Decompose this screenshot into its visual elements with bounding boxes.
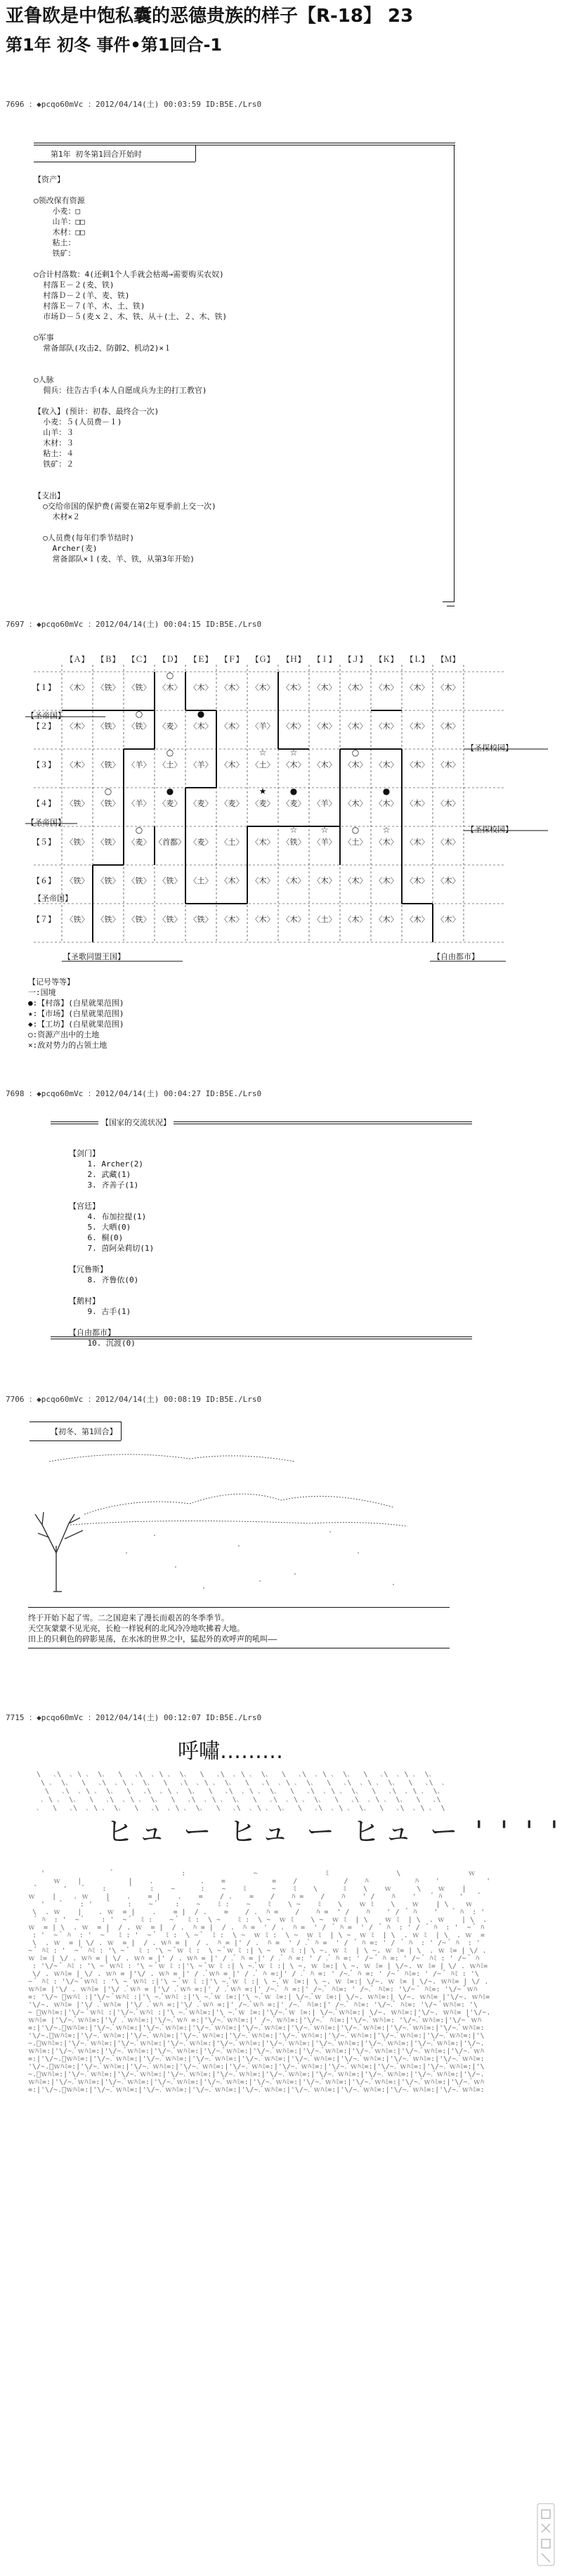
status-line: 村落Ｄ－２(羊、麦、铁) bbox=[34, 291, 130, 300]
map-tile: 〈木〉 bbox=[282, 722, 306, 731]
region-label: 【圣帝国】 bbox=[27, 711, 65, 720]
map-tile: 〈土〉 bbox=[344, 838, 367, 847]
map-tile: 〈木〉 bbox=[436, 799, 460, 808]
caption-line: 终于开始下起了雪。二之国迎来了漫长而艰苦的冬季季节。 bbox=[28, 1613, 229, 1622]
map-column-header: 【Ｈ】 bbox=[282, 655, 306, 664]
status-line: 铁矿：２ bbox=[34, 460, 74, 469]
map-tile: 〈麦〉 bbox=[282, 799, 306, 808]
map-tile: 〈土〉 bbox=[251, 760, 275, 769]
map-marker: ● bbox=[197, 709, 205, 719]
status-line: ○人员费(每年们季节结时) bbox=[34, 533, 135, 542]
landscape-ascii-art: ' ﾞ : ~ ﾐ \ ｗ ｗ | | . . = = / / ﾊ ﾊ ' ' ﾞ ' ﾞ : ﾞ : ~ : ~ ﾐ ~ ﾐ \ ﾐ \ ｗ \ ｗ | ｗ | . ｗ | . = | . = / . = / ﾊ = / ﾊ ' / ﾊ ' ﾞ ﾊ ' ﾞ ' ﾞ : ' ﾞ : ~ ﾞ : ~ ﾐ : ~ ﾐ \ ~ ﾐ \ ｗ ﾐ \ ｗ | \ ｗ \ . ｗ | . ｗ = | . = | / . = / . ﾊ = / ﾊ = ' / ﾊ ' / ﾞ ﾊ ' ﾞ ﾊ : ' ﾞ ﾊ : ' ~ ﾞ : ' ~ ﾞ ﾐ : ~ ﾞ ﾐ : \ ~ ﾐ : \ ~ ｗ ﾐ \ ~ ｗ ﾐ | \ ｗ ﾐ | \ . ｗ | \ . ｗ = | \ . ｗ = | / . ｗ = | / . ﾊ = | / . ﾊ = ' / . ﾊ = ' / ﾞ ﾊ = ' / ﾞ ﾊ : ' / ﾞ ﾊ : ' ~ ﾞ ﾊ : ' ~ ﾞ ﾊ : ' ~ ﾞ ﾐ : ' ~ ﾞ ﾐ : \ ~ ﾞ ﾐ : \ ~ ｗ ﾐ : \ ~ ｗ ﾐ | \ ~ ｗ ﾐ | \ . ｗ ﾐ | \ . ｗ = \ . ｗ = | \/ . ｗ = | / . ｗﾊ = | / . ﾊ = |' / . ﾊ = ' / .ﾞ ﾊ = ' / ﾞ ﾊ =: ' / ﾞ ﾊ : ' /~ ﾞ ﾊ : ' ~ ﾞ ﾊﾐ : ' ~ ﾞ ﾊﾐ : '\ ~ ﾞ ﾐ : '\ ~ ﾞｗ ﾐ : \ ~ ﾞｗ ﾐ :| \ ~ ｗ ﾐ :| \ ~. ｗ ﾐ | \ ~. ｗ ﾐ= | \ . ｗ ﾐ= | \/ . ｗ ﾐ= | \/ . ｗﾊ = | \/ . ｗﾊ = |' / . ｗﾊ = |' / .ﾞ ﾊ = |' / .ﾞ ﾊ =: ' / .ﾞ ﾊ =: ' /~ ﾞ ﾊ =: ' /~ ﾞ ﾊﾐ : ' /~ ﾞ ﾊ : '\/~ ﾞ ﾊﾐ : '\ ~ ﾞｗﾊﾐ : '\ ~ ﾞｗ ﾐ :|'\ ~ ﾞｗ ﾐ :| \ ~.ﾞｗ ﾐ :| \ ~. ｗ ﾐ=:| \ ~. ｗ ﾐ= | \/~. ｗ ﾐ= | \/ . ｗﾊﾐ= \/ . ｗﾊﾐ= | \/ . ｗﾊ = |'\/ . ｗﾊ = |' / .ﾞｗﾊ = |' / .ﾞ ﾊ =:|' / .ﾞ ﾊ =: ' /~.ﾞ ﾊ =: ' /~ ﾞ ﾊﾐ=: ' /~ ﾞ ﾊﾐ : '\ ~ ﾞ ﾊﾐ : '\/~ ﾞｗﾊﾐ : '\ ~ ﾞｗﾊﾐ :|'\ ~ ﾞｗ ﾐ :|'\ ~.ﾞｗ ﾐ :| \ ~.ﾞｗ ﾐ=:| \ ~. ｗ ﾐ=:| \/~. ｗ ﾐ= | \/~. ｗﾊﾐ= | \/ . ｗﾊﾐ= |'\/ . ｗﾊﾐ= |'\/ .ﾞｗﾊ = |'\/ .ﾞｗﾊ =:|' / .ﾞｗﾊ =:|' /~.ﾞ ﾊ =:|' /~.ﾞ ﾊﾐ=: ' /~.ﾞ ﾊﾐ=: '\/~ ﾞ ﾊﾐ=: '\/~ ﾞｗﾊ =: '\/~ ﾞｗﾊﾐ :|'\/~ ﾞｗﾊﾐ :|'\ ~.ﾞｗﾊﾐ :|'\ ~.ﾞｗ ﾐ=:|'\ ~.ﾞｗ ﾐ=:| \/~.ﾞｗ ﾐ=:| \/~. ｗﾊﾐ=:| \/~. ｗﾊﾐ= |'\/~. ｗﾊﾐ= '\/~. ｗﾊﾐ= |'\/ .ﾞｗﾊﾐ= |'\/ .ﾞｗﾊ =:|'\/ .ﾞｗﾊ =:|' /~.ﾞｗﾊ =:|' /~.ﾞ ﾊﾐ=:|' /~.ﾞ ﾊﾐ=: '\/~.ﾞ ﾊﾐ=: '\/~ ﾞｗﾊﾐ=: '\ ~ ﾞｗﾊﾐ=:|'\/~ ﾞｗﾊﾐ :|'\/~.ﾞｗﾊﾐ :|'\ ~.ﾞｗﾊﾐ=:|'\ ~.ﾞｗ ﾐ=:|'\/~.ﾞｗ ﾐ=:| \/~.ﾞｗﾊﾐ=:| \/~. ｗﾊﾐ=:|'\/~. ｗﾊﾐ= |'\/~. ｗﾊﾐ= |'\/~.ﾞｗﾊﾐ=:|'\/ .ﾞｗﾊﾐ=:|'\/~.ﾞｗﾊ =:|'\/~.ﾞｗﾊﾐ=:|' /~.ﾞｗﾊﾐ=:|'\/~.ﾞ ﾊﾐ=:|'\/~.ﾞｗﾊﾐ=: '\/~.ﾞｗﾊﾐ=:|'\/~ ﾞｗﾊ =:|'\/~.ﾞｗﾊﾐ=:|'\/~.ﾞｗﾊﾐ=:|'\/~.ﾞｗﾊﾐ=:|'\/~.ﾞｗﾊﾐ=:|'\/~.ﾞｗﾊﾐ=:|'\/~.ﾞｗﾊﾐ=:|'\/~.ﾞｗﾊﾐ=:|'\/~.ﾞｗﾊﾐ=:|'\/~.ﾞｗﾊﾐ=: '\/~.ﾞｗﾊﾐ=:|'\/~.ﾞｗﾊﾐ=:|'\/~.ﾞｗﾊﾐ=:|'\/~.ﾞｗﾊﾐ=:|'\/~.ﾞｗﾊﾐ=:|'\/~.ﾞｗﾊﾐ=:|'\/~.ﾞｗﾊﾐ=:|'\/~.ﾞｗﾊﾐ=:|'\/~.ﾞｗﾊﾐ=:|'\ ~.ﾞｗﾊﾐ=:|'\/~.ﾞｗﾊﾐ=:|'\/~.ﾞｗﾊﾐ=:|'\/~.ﾞｗﾊﾐ=:|'\/~.ﾞｗﾊﾐ=:|'\/~.ﾞｗﾊﾐ=:|'\/~.ﾞｗﾊﾐ=:|'\/~.ﾞｗﾊﾐ=:|'\/~.ﾞｗﾊﾐ=:|'\/~. ｗﾊﾐ=:|'\/~.ﾞｗﾊﾐ=:|'\/~.ﾞｗﾊﾐ=:|'\/~.ﾞｗﾊﾐ=:|'\/~.ﾞｗﾊﾐ=:|'\/~.ﾞｗﾊﾐ=:|'\/~.ﾞｗﾊﾐ=:|'\/~.ﾞｗﾊﾐ=:|'\/~.ﾞｗﾊﾐ=:|'\/~.ﾞｗﾊ =:|'\/~.ﾞｗﾊﾐ=:|'\/~.ﾞｗﾊﾐ=:|'\/~.ﾞｗﾊﾐ=:|'\/~.ﾞｗﾊﾐ=:|'\/~.ﾞｗﾊﾐ=:|'\/~.ﾞｗﾊﾐ=:|'\/~.ﾞｗﾊﾐ=:|'\/~.ﾞｗﾊﾐ=:|'\/~.ﾞｗﾊﾐ=: '\/~.ﾞｗﾊﾐ=:|'\/~.ﾞｗﾊﾐ=:|'\/~.ﾞｗﾊﾐ=:|'\/~.ﾞｗﾊﾐ=:|'\/~.ﾞｗﾊﾐ=:|'\/~.ﾞｗﾊﾐ=:|'\/~.ﾞｗﾊﾐ=:|'\/~.ﾞｗﾊﾐ=:|'\/~.ﾞｗﾊﾐ=:|'\ ~.ﾞｗﾊﾐ=:|'\/~.ﾞｗﾊﾐ=:|'\/~.ﾞｗﾊﾐ=:|'\/~.ﾞｗﾊﾐ=:|'\/~.ﾞｗﾊﾐ=:|'\/~.ﾞｗﾊﾐ=:|'\/~.ﾞｗﾊﾐ=:|'\/~.ﾞｗﾊﾐ=:|'\/~.ﾞｗﾊﾐ=:|'\/~. ｗﾊﾐ=:|'\/~.ﾞｗﾊﾐ=:|'\/~.ﾞｗﾊﾐ=:|'\/~.ﾞｗﾊﾐ=:|'\/~.ﾞｗﾊﾐ=:|'\/~.ﾞｗﾊﾐ=:|'\/~.ﾞｗﾊﾐ=:|'\/~.ﾞｗﾊﾐ=:|'\/~.ﾞｗﾊﾐ=:|'\/~.ﾞｗﾊ =:|'\/~.ﾞｗﾊﾐ=:|'\/~.ﾞｗﾊﾐ=:|'\/~.ﾞｗﾊﾐ=:|'\/~.ﾞｗﾊﾐ=:|'\/~.ﾞｗﾊﾐ=:|'\/~.ﾞｗﾊﾐ=:|'\/~.ﾞｗﾊﾐ=:|'\/~.ﾞｗﾊﾐ=:|'\/~.ﾞｗﾊﾐ=: bbox=[28, 1870, 491, 2094]
map-tile: 〈木〉 bbox=[405, 683, 429, 692]
map-tile: 〈铁〉 bbox=[65, 799, 89, 808]
map-column-header: 【Ｍ】 bbox=[436, 655, 460, 664]
relations-line: 1. Archer(2) bbox=[69, 1159, 143, 1169]
map-marker: ○ bbox=[135, 825, 143, 835]
map-tile: 〈铁〉 bbox=[158, 915, 182, 924]
map-column-header: 【Ｊ】 bbox=[344, 655, 367, 664]
relations-line: 【宫廷】 bbox=[69, 1202, 100, 1211]
map-tile: 〈羊〉 bbox=[189, 760, 213, 769]
map-tile: 〈首都〉 bbox=[155, 838, 185, 847]
map-tile: 〈木〉 bbox=[344, 722, 367, 731]
map-tile: 〈木〉 bbox=[313, 876, 336, 885]
map-tile: 〈羊〉 bbox=[127, 760, 151, 769]
relations-line: 10. 沉渡(0) bbox=[69, 1339, 136, 1348]
map-column-header: 【Ｆ】 bbox=[220, 655, 244, 664]
map-tile: 〈羊〉 bbox=[313, 838, 336, 847]
map-tile: 〈铁〉 bbox=[96, 683, 120, 692]
map-tile: 〈木〉 bbox=[374, 799, 398, 808]
status-line: ○军事 bbox=[34, 333, 54, 342]
status-line: ○人脉 bbox=[34, 375, 54, 384]
map-tile: 〈木〉 bbox=[344, 799, 367, 808]
map-tile: 〈木〉 bbox=[405, 876, 429, 885]
status-line: 村落Ｅ－２(麦、铁) bbox=[34, 280, 115, 290]
map-tile: 〈木〉 bbox=[436, 876, 460, 885]
map-tile: 〈木〉 bbox=[65, 760, 89, 769]
map-row-header: 【６】 bbox=[32, 876, 55, 885]
map-marker: ☆ bbox=[289, 748, 298, 757]
page-subtitle: 第1年 初冬 事件•第1回合-1 bbox=[6, 35, 223, 55]
map-tile: 〈木〉 bbox=[374, 915, 398, 924]
relations-line: 【冗鲁斯】 bbox=[69, 1265, 107, 1274]
map-column-header: 【Ａ】 bbox=[65, 655, 89, 664]
map-tile: 〈麦〉 bbox=[220, 799, 244, 808]
map-tile: 〈木〉 bbox=[65, 683, 89, 692]
map-column-header: 【Ｌ】 bbox=[405, 655, 429, 664]
map-marker: ☆ bbox=[320, 825, 329, 835]
map-tile: 〈土〉 bbox=[158, 760, 182, 769]
map-tile: 〈木〉 bbox=[282, 876, 306, 885]
map-legend bbox=[28, 977, 124, 1050]
map-tile: 〈木〉 bbox=[282, 683, 306, 692]
status-line: 【支出】 bbox=[34, 491, 65, 500]
relations-heading: 【国家的交流状况】 bbox=[98, 1117, 174, 1128]
status-line: 粘土：４ bbox=[34, 449, 74, 458]
relations-line bbox=[69, 1254, 154, 1264]
post-header: 7698 ：◆pcqo60mVc ：2012/04/14(土) 00:04:27 ID:B5E./Lrs0 bbox=[6, 1089, 262, 1098]
map-marker: ○ bbox=[135, 709, 143, 719]
status-line: 铁矿： bbox=[34, 249, 76, 258]
status-line: ○合计村落数：4(还剩1个人手就会枯竭→需要购买农奴) bbox=[34, 270, 224, 279]
map-tile: 〈铁〉 bbox=[96, 799, 120, 808]
post-header: 7715 ：◆pcqo60mVc ：2012/04/14(土) 00:12:07 ID:B5E./Lrs0 bbox=[6, 1713, 262, 1722]
map-tile: 〈木〉 bbox=[405, 915, 429, 924]
map-column-header: 【Ｉ】 bbox=[313, 655, 336, 664]
relations-line: 4. 布加拉提(1) bbox=[69, 1212, 147, 1221]
map-row-header: 【４】 bbox=[32, 799, 55, 808]
map-tile: 〈麦〉 bbox=[158, 799, 182, 808]
map-tile: 〈铁〉 bbox=[96, 838, 120, 847]
status-line: 村落Ｅ－７(羊、木、土、铁) bbox=[34, 301, 145, 311]
relations-line: 7. 茵阿朵莉切(1) bbox=[69, 1244, 155, 1253]
region-label: 【圣帝国】 bbox=[27, 818, 65, 827]
map-column-header: 【Ｂ】 bbox=[96, 655, 120, 664]
relations-lines bbox=[69, 1148, 154, 1348]
map-tile: 〈木〉 bbox=[405, 760, 429, 769]
map-tile: 〈木〉 bbox=[436, 760, 460, 769]
status-line: 【收入】(预计：初春、最终合一次) bbox=[34, 407, 159, 416]
relations-line bbox=[69, 1285, 154, 1296]
post-header: 7697 ：◆pcqo60mVc ：2012/04/14(土) 00:04:15 ID:B5E./Lrs0 bbox=[6, 620, 262, 629]
legend-line: ○:资源产出中的土地 bbox=[28, 1030, 100, 1039]
map-tile: 〈木〉 bbox=[158, 683, 182, 692]
map-tile: 〈木〉 bbox=[282, 915, 306, 924]
map-tile: 〈铁〉 bbox=[282, 838, 306, 847]
map-marker: ○ bbox=[351, 825, 360, 835]
map-tile: 〈铁〉 bbox=[96, 760, 120, 769]
map-row-header: 【７】 bbox=[32, 915, 55, 924]
region-label: 【圣探校园】 bbox=[466, 825, 513, 834]
legend-line: ×:敌对势力的占领土地 bbox=[28, 1041, 107, 1050]
relations-line: 5. 大晒(0) bbox=[69, 1223, 131, 1232]
caption-line: 田上的只剩色的碎影晃荡，在水冰的世界之中，猛起外的欢呼声的吼叫―― bbox=[28, 1634, 277, 1644]
map-marker: ○ bbox=[166, 748, 174, 757]
map-tile: 〈铁〉 bbox=[127, 915, 151, 924]
status-line: ○领改保有资源 bbox=[34, 196, 85, 205]
map-marker: ○ bbox=[351, 748, 360, 757]
map-column-header: 【Ｇ】 bbox=[251, 655, 275, 664]
status-line: 木材：□□ bbox=[34, 228, 85, 237]
map-tile: 〈土〉 bbox=[220, 838, 244, 847]
map-tile: 〈麦〉 bbox=[127, 838, 151, 847]
status-line: ○交给帝国的保护费(需要在第2年夏季前上交一次) bbox=[34, 502, 216, 511]
legend-line: 一:国境 bbox=[28, 988, 56, 997]
map-column-header: 【Ｅ】 bbox=[189, 655, 213, 664]
relations-line: 2. 武藏(1) bbox=[69, 1170, 131, 1179]
status-line: 木材×２ bbox=[34, 512, 81, 521]
relations-line: 【剑门】 bbox=[69, 1149, 100, 1158]
map-tile: 〈铁〉 bbox=[189, 915, 213, 924]
map-tile: 〈木〉 bbox=[251, 876, 275, 885]
status-line: 常备部队×１(麦、羊、铁，从第3年开始) bbox=[34, 554, 195, 564]
status-line: 小麦：５(人员费－１) bbox=[34, 417, 122, 427]
map-marker: ● bbox=[166, 786, 174, 796]
map-column-header: 【Ｋ】 bbox=[374, 655, 398, 664]
map-tile: 〈木〉 bbox=[313, 760, 336, 769]
relations-line: 9. 古手(1) bbox=[69, 1307, 131, 1316]
site-watermark-logo bbox=[537, 2503, 555, 2566]
map-row-header: 【１】 bbox=[32, 683, 55, 692]
map-tile: 〈麦〉 bbox=[158, 722, 182, 731]
map-column-header: 【Ｄ】 bbox=[158, 655, 182, 664]
legend-line: ◆:【工坊】(白星就果范围) bbox=[28, 1020, 124, 1029]
map-tile: 〈铁〉 bbox=[96, 722, 120, 731]
map-tile: 〈木〉 bbox=[344, 876, 367, 885]
map-tile: 〈木〉 bbox=[313, 722, 336, 731]
map-tile: 〈木〉 bbox=[344, 683, 367, 692]
map-row-header: 【２】 bbox=[32, 722, 55, 731]
map-tile: 〈木〉 bbox=[405, 838, 429, 847]
map-tile: 〈羊〉 bbox=[251, 722, 275, 731]
map-tile: 〈铁〉 bbox=[96, 915, 120, 924]
map-tile: 〈木〉 bbox=[251, 683, 275, 692]
map-marker: ☆ bbox=[259, 748, 267, 757]
map-tile: 〈木〉 bbox=[251, 838, 275, 847]
map-tile: 〈木〉 bbox=[220, 683, 244, 692]
post-header: 7696 ：◆pcqo60mVc ：2012/04/14(土) 00:03:59 ID:B5E./Lrs0 bbox=[6, 100, 262, 109]
map-tile: 〈木〉 bbox=[251, 915, 275, 924]
status-line: Archer(麦) bbox=[34, 544, 98, 553]
wind-sound: ヒュ ー ヒュ ー ヒュ ー ' ' ' ' bbox=[105, 1816, 562, 1848]
map-tile: 〈木〉 bbox=[374, 876, 398, 885]
map-marker: ● bbox=[289, 786, 298, 796]
region-label: 【圣歌同盟王国】 bbox=[63, 952, 125, 961]
map-tile: 〈木〉 bbox=[436, 722, 460, 731]
map-row-header: 【３】 bbox=[32, 760, 55, 769]
map-tile: 〈木〉 bbox=[436, 838, 460, 847]
status-line: 粘土： bbox=[34, 238, 76, 247]
map-tile: 〈木〉 bbox=[220, 722, 244, 731]
status-line: 【资产】 bbox=[34, 175, 65, 184]
relations-line: 6. 桐(0) bbox=[69, 1233, 124, 1242]
map-tile: 〈铁〉 bbox=[158, 876, 182, 885]
map-tile: 〈木〉 bbox=[344, 915, 367, 924]
relations-line: 【鹅村】 bbox=[69, 1296, 100, 1306]
status-line: 木材：３ bbox=[34, 438, 74, 448]
status-line: 小麦：□ bbox=[34, 207, 81, 216]
status-line: 市场Ｄ－５(麦ｘ２、木、铁、从＋(土、２、木、铁) bbox=[34, 312, 228, 321]
map-marker: ☆ bbox=[382, 825, 391, 835]
snow-ascii-art: \ ､\ ､ \ ､ \､ \ ､\ ､ \ ､ \､ \ ､\ ､ \ ､ \､ \ ､\ ､ \ ､ \､ \ ､\ ､ \ ､ \､ \ ､ \､ \ ､\ ､ \ ､ \､ \ ､\ ､ \ ､ \､ \ ､\ ､ \ ､ \､ \ ､\ ､ \ ､ \､ \ ､\ ､ \ ､\ ､ \ ､ \､ \ ､\ ､ \ ､ \､ \ ､\ ､ \ ､ \､ \ ､\ ､ \ ､ \､ \ ､\ ､ \ ､ \､ ､ \ ､ \､ \ ､\ ､ \ ､ \､ \ ､\ ､ \ ､ \､ \ ､\ ､ \ ､ \､ \ ､\ ､ \ ､ \､ \ ､\ ､ \ ､\ ､ \ ､ \､ \ ､\ ､ \ ､ \､ \ ､\ ､ \ ､ \､ \ ､\ ､ \ ､ \､ \ ､\ ､ \ ､ \ bbox=[37, 1771, 445, 1812]
status-line: 山羊：３ bbox=[34, 428, 74, 437]
relations-line bbox=[69, 1190, 154, 1201]
scene-heading: 【初冬、第1回合】 bbox=[51, 1427, 117, 1436]
wind-exclaim: 呼嘯……… bbox=[178, 1739, 283, 1764]
map-tile: 〈铁〉 bbox=[96, 876, 120, 885]
map-marker: ○ bbox=[104, 786, 112, 796]
map-tile: 〈铁〉 bbox=[65, 915, 89, 924]
map-tile: 〈木〉 bbox=[220, 915, 244, 924]
region-label: 【自由都市】 bbox=[433, 952, 479, 961]
map-tile: 〈木〉 bbox=[282, 760, 306, 769]
legend-line: ★:【市场】(白星就果范围) bbox=[28, 1009, 124, 1018]
relations-line: 8. 齐鲁依(0) bbox=[69, 1275, 139, 1284]
status-heading: 第1年 初冬第1回合开始时 bbox=[51, 150, 142, 159]
map-marker: ☆ bbox=[289, 825, 298, 835]
map-marker: ● bbox=[382, 786, 391, 796]
map-tile: 〈土〉 bbox=[313, 915, 336, 924]
relations-line: 3. 齐善子(1) bbox=[69, 1180, 139, 1190]
status-line: 佣兵：往告古手(本人自愿成兵为主的打工教官) bbox=[34, 386, 207, 395]
map-tile: 〈木〉 bbox=[220, 876, 244, 885]
legend-line: ●:【村落】(白星就果范围) bbox=[28, 998, 124, 1008]
region-label: 【圣探校园】 bbox=[466, 743, 513, 753]
map-tile: 〈铁〉 bbox=[127, 683, 151, 692]
map-tile: 〈木〉 bbox=[436, 683, 460, 692]
relations-line bbox=[69, 1317, 154, 1327]
map-tile: 〈木〉 bbox=[344, 760, 367, 769]
map-tile: 〈木〉 bbox=[405, 722, 429, 731]
map-tile: 〈土〉 bbox=[189, 876, 213, 885]
map-tile: 〈木〉 bbox=[374, 683, 398, 692]
post-header: 7706 ：◆pcqo60mVc ：2012/04/14(土) 00:08:19 ID:B5E./Lrs0 bbox=[6, 1395, 262, 1404]
map-tile: 〈羊〉 bbox=[127, 799, 151, 808]
status-line: 山羊：□□ bbox=[34, 217, 85, 226]
map-tile: 〈麦〉 bbox=[251, 799, 275, 808]
map-tile: 〈木〉 bbox=[374, 722, 398, 731]
status-line: 常备部队(攻击2、防御2、机动2)×１ bbox=[34, 344, 171, 353]
snowy-landscape-art bbox=[28, 1448, 422, 1599]
map-tile: 〈木〉 bbox=[374, 760, 398, 769]
map-tile: 〈铁〉 bbox=[65, 876, 89, 885]
map-marker: ★ bbox=[259, 786, 267, 796]
region-label: 【圣帝国】 bbox=[34, 894, 72, 903]
relations-line: 【自由都市】 bbox=[69, 1328, 115, 1337]
map-tile: 〈木〉 bbox=[313, 683, 336, 692]
map-tile: 〈羊〉 bbox=[313, 799, 336, 808]
map-tile: 〈麦〉 bbox=[189, 838, 213, 847]
page-title: 亚鲁欧是中饱私囊的恶德贵族的样子【R-18】 23 bbox=[6, 6, 414, 27]
map-row-header: 【５】 bbox=[32, 838, 55, 847]
map-tile: 〈铁〉 bbox=[127, 722, 151, 731]
legend-line: 【记号等等】 bbox=[28, 977, 74, 987]
caption-line: 天空灰蒙蒙不见光亮，长枪一样锐利的北风冷冷地吹拂着大地。 bbox=[28, 1624, 244, 1633]
map-tile: 〈木〉 bbox=[436, 915, 460, 924]
map-tile: 〈木〉 bbox=[65, 722, 89, 731]
map-tile: 〈麦〉 bbox=[189, 799, 213, 808]
map-tile: 〈铁〉 bbox=[127, 876, 151, 885]
map-tile: 〈铁〉 bbox=[65, 838, 89, 847]
map-marker: ○ bbox=[166, 670, 174, 680]
map-tile: 〈木〉 bbox=[189, 683, 213, 692]
map-tile: 〈木〉 bbox=[374, 838, 398, 847]
scene-caption bbox=[28, 1613, 277, 1644]
map-tile: 〈木〉 bbox=[405, 799, 429, 808]
map-tile: 〈木〉 bbox=[189, 722, 213, 731]
map-column-header: 【Ｃ】 bbox=[127, 655, 151, 664]
map-tile: 〈木〉 bbox=[220, 760, 244, 769]
